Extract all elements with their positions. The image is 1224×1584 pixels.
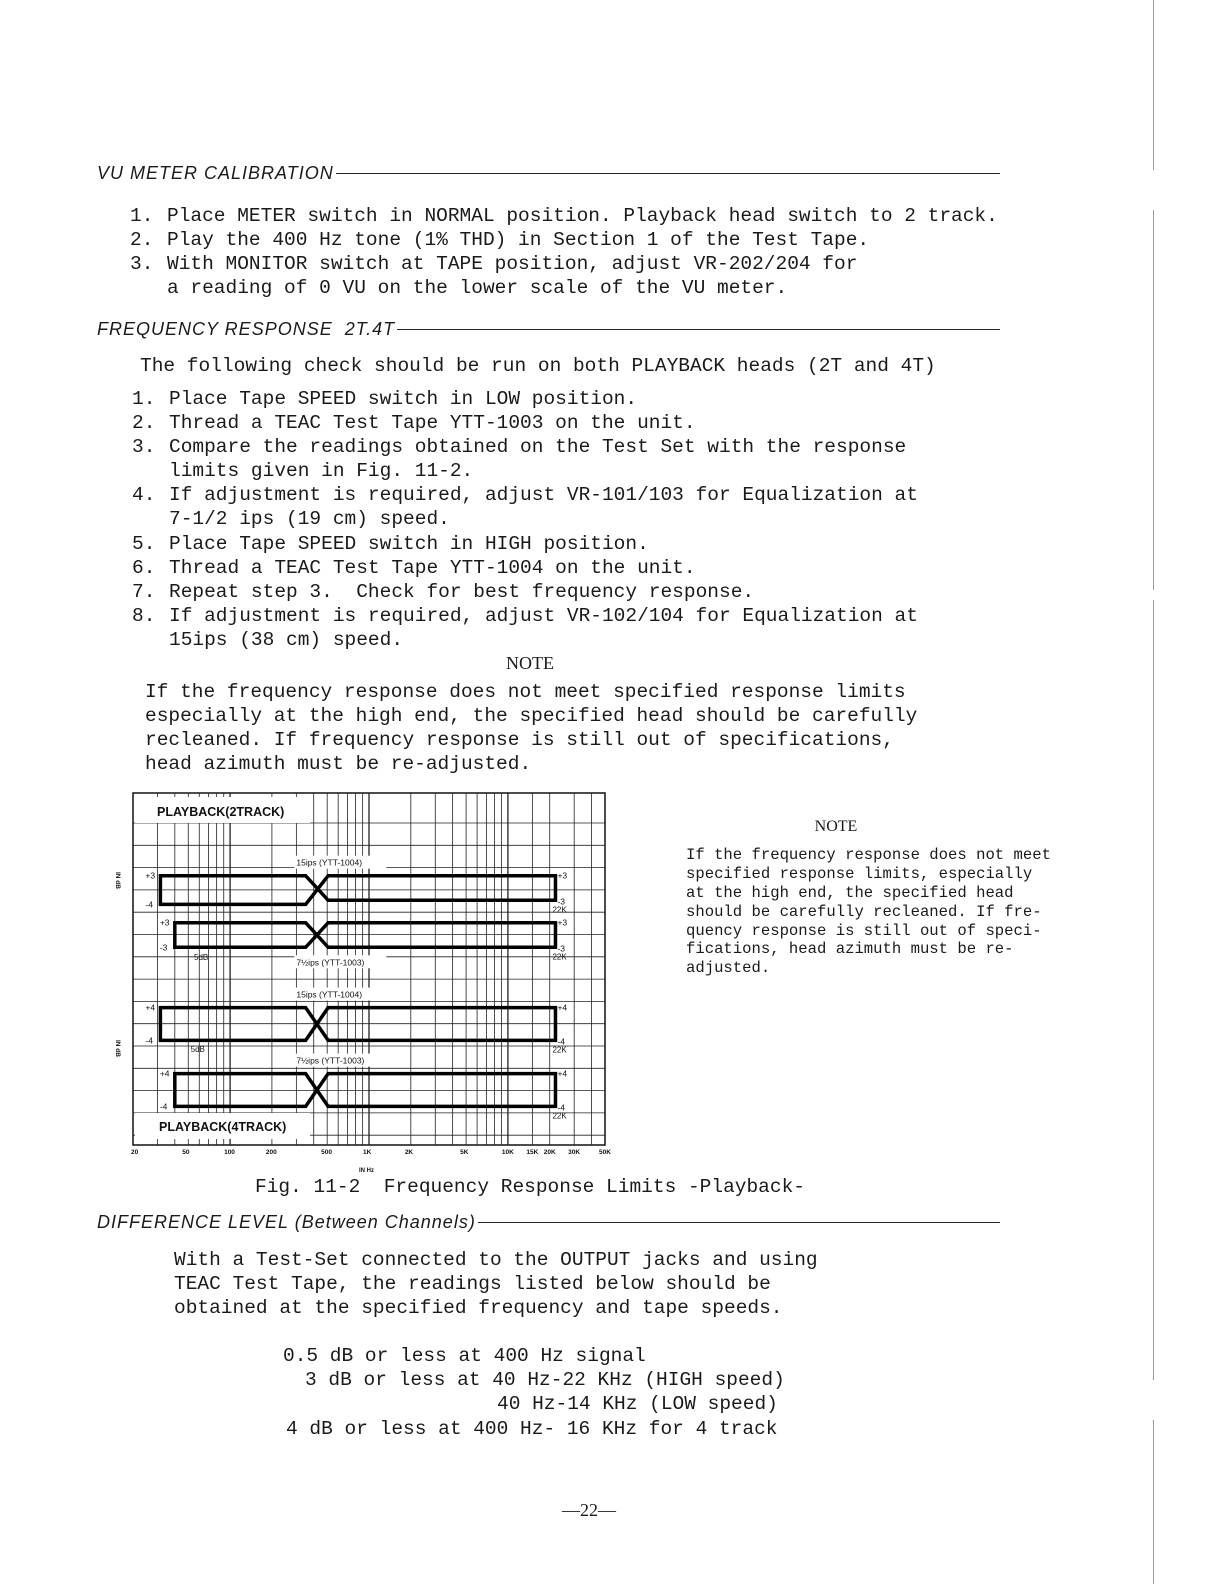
difference-paragraph <box>174 1248 818 1320</box>
side-note-line: If the frequency response does not meet <box>686 845 1051 864</box>
limit-label: +3 <box>557 917 568 928</box>
side-note-title: NOTE <box>814 818 858 835</box>
spec-line: 4 dB or less at 400 Hz- 16 KHz for 4 track <box>286 1418 778 1440</box>
step-text: Thread a TEAC Test Tape YTT-1004 on the unit. <box>169 556 696 579</box>
x-tick-label: 20 <box>131 1149 139 1156</box>
end-frequency-label: 22K <box>552 952 567 962</box>
paragraph-line: obtained at the specified frequency and tape speeds. <box>174 1297 783 1319</box>
x-tick-label: 30K <box>568 1149 581 1156</box>
limit-label: +3 <box>557 870 568 881</box>
step-number: 3. <box>132 436 156 459</box>
intro-text: The following check should be run on both PLAYBACK heads (2T and 4T) <box>140 355 936 377</box>
side-note-line: adjusted. <box>686 959 771 978</box>
limit-label: -3 <box>557 943 566 954</box>
section-title: FREQUENCY RESPONSE 2T.4T <box>97 318 396 339</box>
x-tick-label: 100 <box>224 1149 235 1156</box>
limit-label: +3 <box>145 870 156 881</box>
limit-label: +4 <box>557 1068 568 1079</box>
note-line: recleaned. If frequency response is still out of specifications, <box>145 729 894 751</box>
end-frequency-label: 22K <box>552 905 567 915</box>
y-axis-label: IN dB <box>114 1040 121 1057</box>
series-label: 7½ips (YTT-1003) <box>296 957 365 968</box>
step-number: 2. <box>132 412 156 435</box>
limit-label: -4 <box>557 1102 566 1113</box>
x-tick-label: 1K <box>363 1149 372 1156</box>
series-label: 15ips (YTT-1004) <box>296 857 363 868</box>
figure-caption: Fig. 11-2 Frequency Response Limits -Playback- <box>255 1176 805 1198</box>
x-tick-label: 20K <box>543 1149 556 1156</box>
note-line: If the frequency response does not meet specified response limits <box>145 681 906 703</box>
x-axis-label: IN Hz <box>359 1168 374 1174</box>
end-frequency-label: 22K <box>552 1111 567 1121</box>
step-text: Repeat step 3. Check for best frequency response. <box>169 580 755 603</box>
paragraph-line: With a Test-Set connected to the OUTPUT jacks and using <box>174 1249 818 1271</box>
section-heading-difference <box>97 1210 1000 1234</box>
x-tick-label: 500 <box>321 1149 333 1156</box>
limit-label: -3 <box>557 896 566 907</box>
limit-label: +3 <box>159 917 170 928</box>
spec-line: 3 dB or less at 40 Hz-22 KHz (HIGH speed) <box>305 1369 785 1391</box>
step-text: Place Tape SPEED switch in LOW position. <box>169 388 638 410</box>
spec-line: 40 Hz-14 KHz (LOW speed) <box>497 1393 778 1415</box>
paragraph-line: TEAC Test Tape, the readings listed below should be <box>174 1273 771 1295</box>
step-number: 5. <box>132 532 156 555</box>
side-note-line: should be carefully recleaned. If fre- <box>686 902 1042 921</box>
step-text: With MONITOR switch at TAPE position, adjust VR-202/204 for a reading of 0 VU on the lower scale of the VU meter. <box>167 253 858 300</box>
step-text: Place Tape SPEED switch in HIGH position. <box>169 532 649 555</box>
x-tick-label: 200 <box>265 1149 277 1156</box>
side-note <box>686 818 1066 978</box>
limit-label: -4 <box>145 899 153 910</box>
scale-marker-label: 5dB <box>194 953 209 962</box>
side-note-line: fications, head azimuth must be re- <box>686 940 1014 959</box>
end-frequency-label: 22K <box>552 1045 567 1055</box>
step-number: 3. <box>130 253 154 276</box>
x-tick-label: 5K <box>460 1149 469 1156</box>
x-tick-label: 10K <box>501 1149 514 1156</box>
side-note-line: quency response is still out of speci- <box>686 921 1042 940</box>
section-title: DIFFERENCE LEVEL (Between Channels) <box>97 1211 476 1232</box>
step-number: 2. <box>130 229 154 252</box>
limit-label: -3 <box>159 942 168 953</box>
step-number: 8. <box>132 604 156 627</box>
step-text: If adjustment is required, adjust VR-102/104 for Equalization at 15ips (38 cm) speed. <box>169 604 918 651</box>
limit-label: +4 <box>145 1002 156 1013</box>
x-tick-label: 50K <box>599 1149 611 1156</box>
spec-line: 0.5 dB or less at 400 Hz signal <box>283 1345 646 1367</box>
step-number: 4. <box>132 484 156 507</box>
chart-title-top: PLAYBACK(2TRACK) <box>157 805 285 819</box>
x-tick-label: 15K <box>526 1149 539 1156</box>
step-number: 1. <box>132 388 156 410</box>
side-note-line: at the high end, the specified head <box>686 883 1014 902</box>
note-line: especially at the high end, the specified head should be carefully <box>145 705 918 727</box>
chart-title-bottom: PLAYBACK(4TRACK) <box>159 1120 287 1134</box>
step-text: If adjustment is required, adjust VR-101/103 for Equalization at 7-1/2 ips (19 cm) speed. <box>169 484 918 531</box>
scale-marker-label: 5dB <box>190 1045 205 1054</box>
limit-label: -4 <box>145 1035 153 1046</box>
series-label: 15ips (YTT-1004) <box>296 989 363 1000</box>
response-limit-envelope <box>175 1074 556 1107</box>
limit-label: -4 <box>557 1036 566 1047</box>
step-text: Thread a TEAC Test Tape YTT-1003 on the unit. <box>169 412 696 435</box>
step-text: Compare the readings obtained on the Test Set with the response limits given in Fig. 11-2. <box>169 436 907 483</box>
page-number: —22— <box>562 1500 616 1520</box>
step-number: 1. <box>130 205 154 227</box>
step-number: 7. <box>132 580 156 603</box>
limit-label: +4 <box>557 1002 568 1013</box>
x-tick-label: 2K <box>404 1149 414 1156</box>
side-note-line: specified response limits, especially <box>686 864 1033 883</box>
limit-label: +4 <box>159 1068 170 1079</box>
limit-label: -4 <box>159 1101 168 1112</box>
y-axis-label: IN dB <box>114 872 121 889</box>
note-title: NOTE <box>506 653 554 673</box>
section-title: VU METER CALIBRATION <box>97 162 334 183</box>
step-text: Play the 400 Hz tone (1% THD) in Section 1 of the Test Tape. <box>167 229 870 252</box>
step-text: Place METER switch in NORMAL position. Playback head switch to 2 track. <box>167 205 998 227</box>
series-label: 7½ips (YTT-1003) <box>296 1055 365 1066</box>
note-line: head azimuth must be re-adjusted. <box>145 753 532 775</box>
heading-rule <box>478 1222 1000 1223</box>
step-number: 6. <box>132 556 156 579</box>
x-tick-label: 50 <box>182 1149 190 1156</box>
response-limit-envelope <box>175 923 556 948</box>
